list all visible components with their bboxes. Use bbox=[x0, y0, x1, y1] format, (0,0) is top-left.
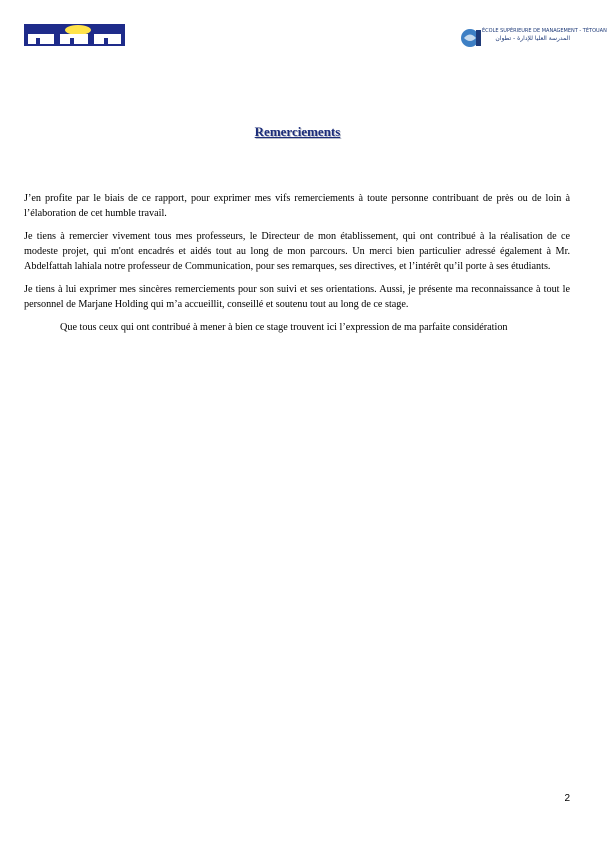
paragraph: Je tiens à lui exprimer mes sincères remerciements pour son suivi et ses orientations. Aussi, je présente ma reconnaissance à tout le personnel de Marjane Holding qui m’a accueillit, conseillé et soutenu tout au long de ce stage. bbox=[24, 284, 570, 310]
school-logo-text-line: ÉCOLE SUPÉRIEURE DE MANAGEMENT - TÉTOUAN bbox=[482, 28, 607, 34]
institution-logo bbox=[24, 24, 125, 46]
school-logo-text bbox=[482, 28, 607, 42]
page-number: 2 bbox=[564, 793, 570, 804]
page-title: Remerciements bbox=[254, 124, 341, 139]
paragraph: Que tous ceux qui ont contribué à mener à bien ce stage trouvent ici l’expression de ma parfaite considération bbox=[60, 322, 508, 333]
school-logo-text-line: المدرسة العليا للإدارة - تطوان bbox=[495, 35, 570, 42]
school-logo bbox=[460, 27, 607, 49]
paragraph: J’en profite par le biais de ce rapport, pour exprimer mes vifs remerciements à toute personne contribuant de près ou de loin à l’élaboration de cet humble travail. bbox=[24, 193, 570, 219]
paragraph: Je tiens à remercier vivement tous mes professeurs, le Directeur de mon établissement, qui ont contribué à la réalisation de ce modeste projet, qui m'ont encadrés et aidés tout au long de mon parcours. Un merci bien particulier adressé également à Mr. Abdelfattah lahiala notre professeur de Communication, pour ses remarques, ses directives, et l’intérêt qu’il porte à ses étudiants. bbox=[24, 231, 570, 272]
document-body bbox=[24, 191, 570, 343]
